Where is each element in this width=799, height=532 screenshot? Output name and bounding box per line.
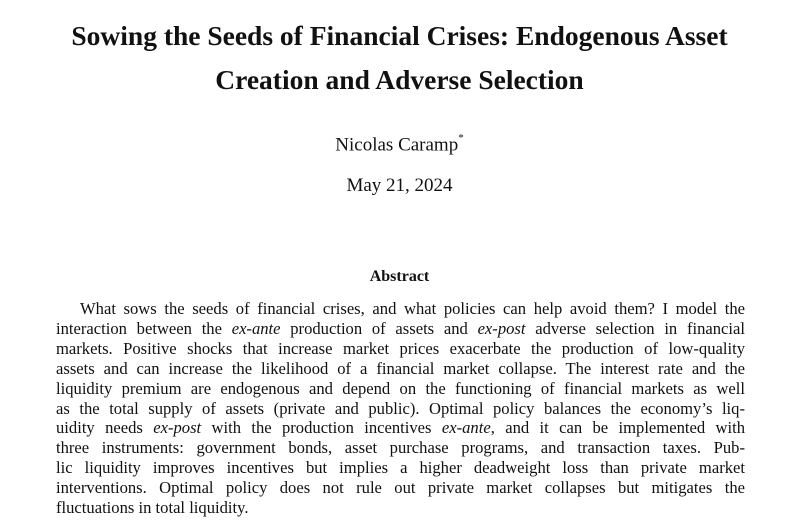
abstract-line: [56, 379, 745, 399]
abstract-text: three instruments: government bonds, asset purchase programs, and transaction taxes. Pub-: [56, 438, 745, 458]
abstract-text: assets and can increase the likelihood of a financial market collapse. The interest rate and the: [56, 358, 745, 378]
abstract-heading: Abstract: [369, 268, 430, 285]
author-name: Nicolas Caramp: [335, 134, 459, 156]
abstract-text: uidity needs: [56, 418, 154, 438]
abstract-text: production of assets and: [280, 318, 478, 338]
abstract-emphasis: ex-post: [477, 318, 526, 338]
author-block: [0, 127, 799, 158]
abstract-line: [56, 438, 745, 458]
abstract-text: markets. Positive shocks that increase market prices exacerbate the production of low-quality: [56, 338, 745, 358]
abstract-text: liquidity premium are endogenous and depend on the functioning of financial markets as well: [56, 378, 745, 398]
abstract-line: [56, 458, 745, 478]
abstract-line: [56, 339, 745, 359]
abstract-body: [56, 299, 745, 518]
author-footnote-mark[interactable]: *: [458, 132, 464, 144]
abstract-text: interventions. Optimal policy does not rule out private market collapses but mitigates the: [56, 478, 745, 498]
abstract-line: [56, 418, 745, 438]
abstract-emphasis: ex-ante: [231, 318, 281, 338]
paper-title-line-1: Sowing the Seeds of Financial Crises: Endogenous Asset: [71, 20, 728, 51]
abstract-text: lic liquidity improves incentives but implies a higher deadweight loss than private market: [56, 458, 745, 478]
abstract-text: What sows the seeds of financial crises, and what policies can help avoid them? I model the: [80, 299, 745, 318]
paper-title: [0, 14, 799, 102]
paper-title-line-2: Creation and Adverse Selection: [215, 64, 584, 95]
abstract-line: [56, 359, 745, 379]
abstract-line: [56, 319, 745, 339]
abstract-line: [56, 299, 745, 319]
abstract-line: [56, 498, 745, 518]
abstract-emphasis: ex-ante: [441, 418, 491, 438]
abstract-emphasis: ex-post: [153, 418, 202, 438]
abstract-text: with the production incentives: [201, 418, 442, 438]
abstract-text: , and it can be implemented with: [490, 418, 745, 438]
paper-date: May 21, 2024: [346, 175, 453, 196]
abstract-text: fluctuations in total liquidity.: [56, 498, 249, 518]
abstract-line: [56, 399, 745, 419]
abstract-text: as the total supply of assets (private and public). Optimal policy balances the economy’s liq-: [56, 398, 745, 418]
abstract-line: [56, 478, 745, 498]
abstract-text: interaction between the: [56, 318, 232, 338]
abstract-text: adverse selection in financial: [525, 318, 745, 338]
